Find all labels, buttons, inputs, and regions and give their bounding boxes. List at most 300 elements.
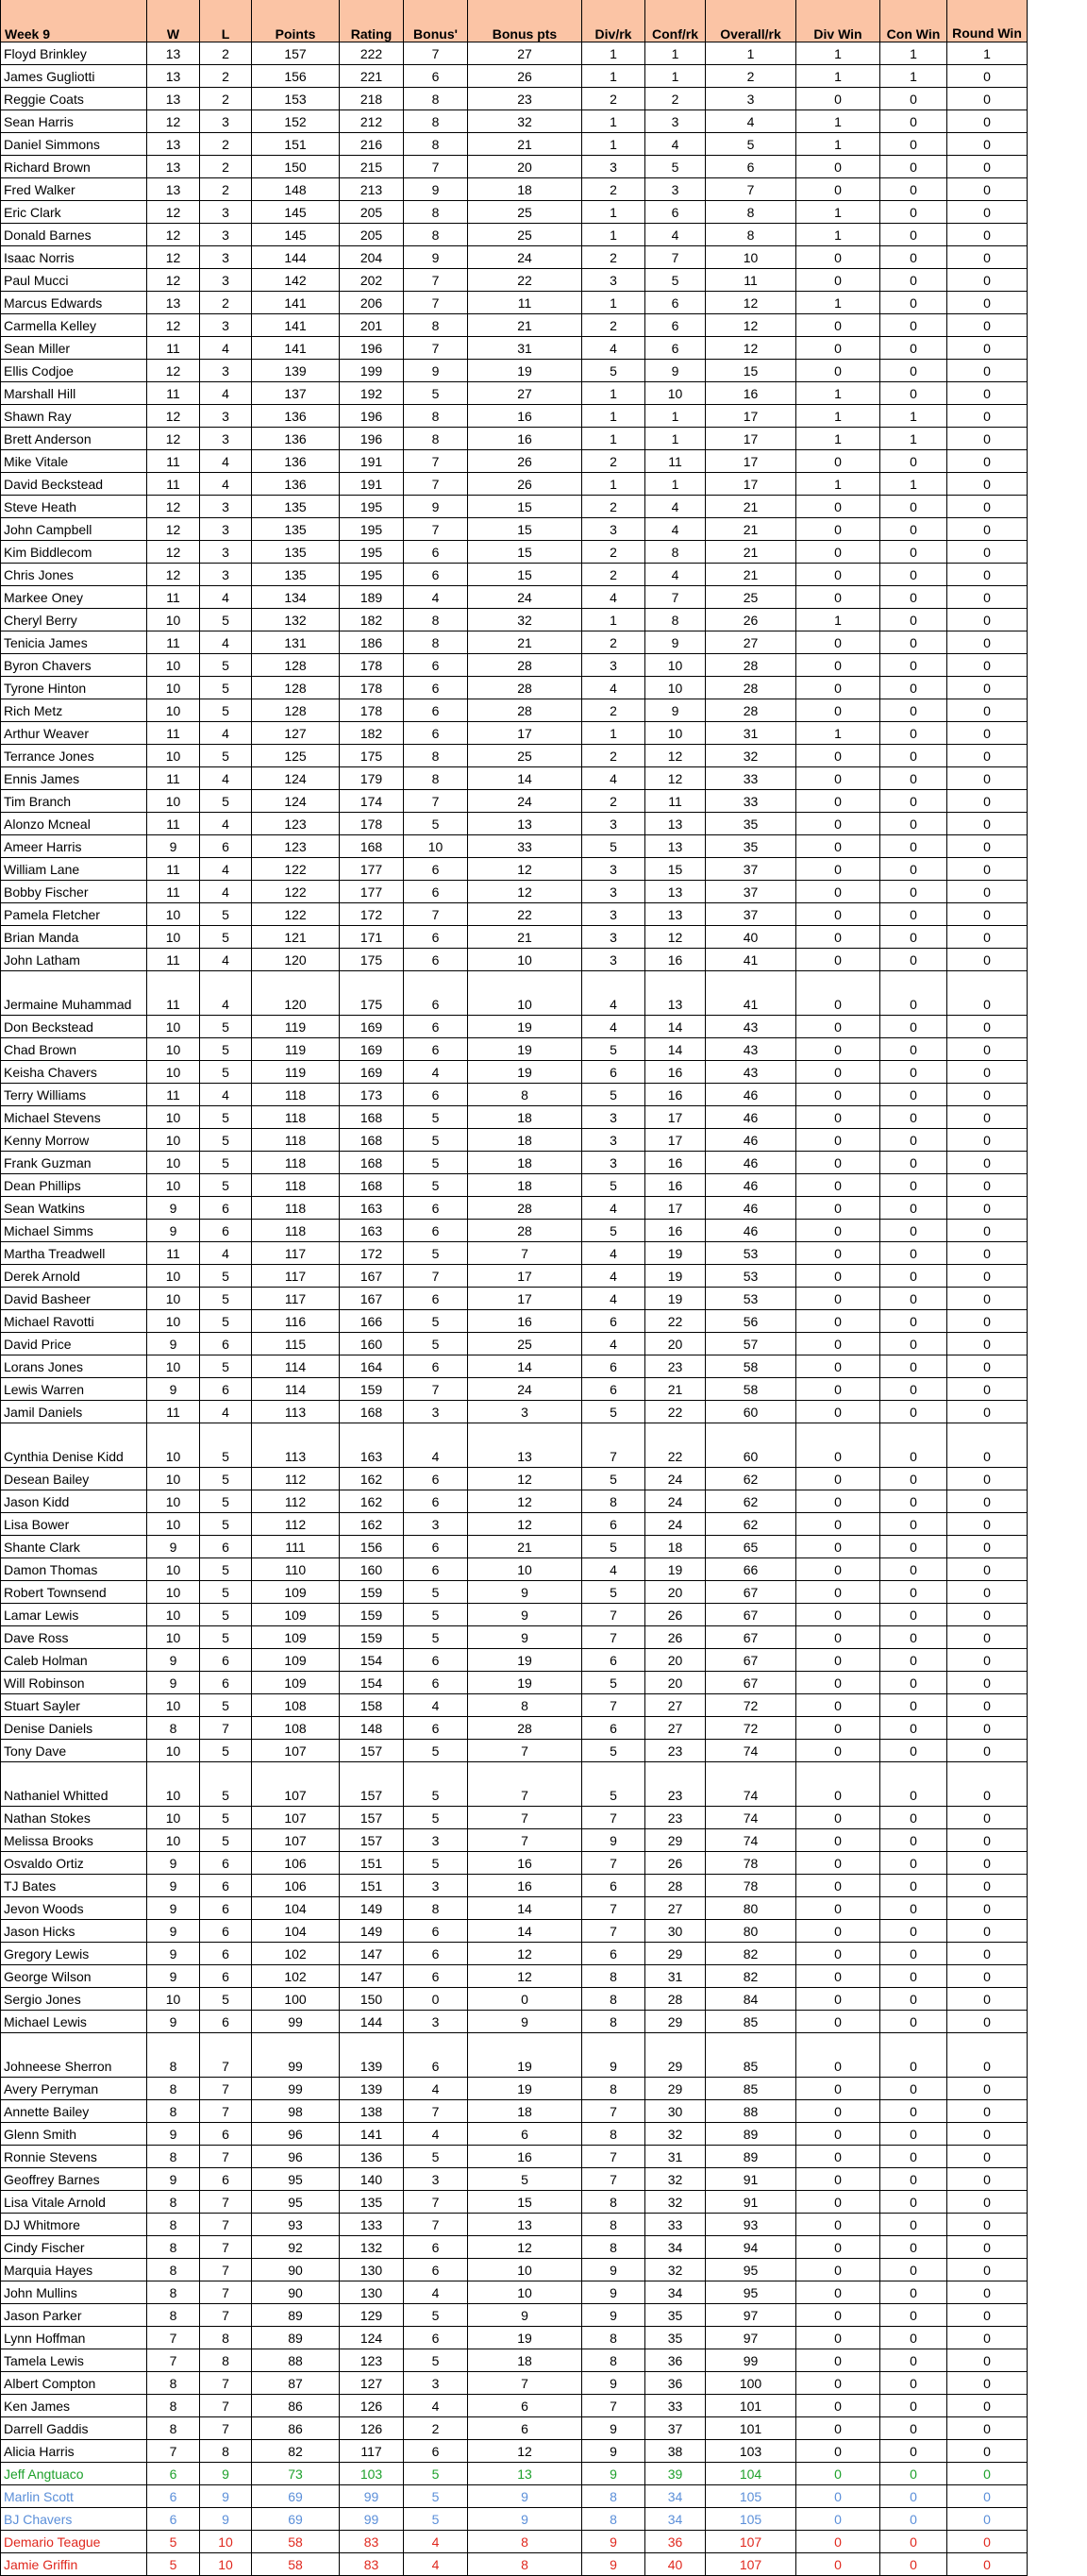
table-row (1, 473, 1028, 496)
overall-rank-cell: 8 (706, 224, 796, 246)
points-cell: 150 (252, 156, 340, 178)
overall-rank-cell: 53 (706, 1265, 796, 1288)
wins-cell: 12 (147, 496, 200, 518)
div-rank-cell: 1 (582, 65, 645, 88)
player-name-cell: Shawn Ray (1, 405, 147, 428)
bonus-cell: 8 (404, 224, 468, 246)
con-win-cell: 0 (880, 292, 947, 314)
points-cell: 145 (252, 201, 340, 224)
div-win-cell: 0 (796, 1626, 880, 1649)
con-win-cell: 0 (880, 201, 947, 224)
div-win-cell: 0 (796, 1717, 880, 1740)
bonus-cell: 6 (404, 1920, 468, 1943)
bonus-pts-cell: 3 (468, 1401, 582, 1423)
bonus-pts-cell: 28 (468, 699, 582, 722)
bonus-cell: 5 (404, 1807, 468, 1829)
overall-rank-cell: 28 (706, 699, 796, 722)
conf-rank-cell: 29 (645, 1829, 706, 1852)
con-win-cell: 0 (880, 609, 947, 631)
losses-cell: 5 (200, 1016, 252, 1038)
conf-rank-cell: 16 (645, 949, 706, 971)
rating-cell: 135 (340, 2191, 404, 2214)
player-name-cell: Ameer Harris (1, 835, 147, 858)
wins-cell: 10 (147, 926, 200, 949)
div-win-cell: 1 (796, 428, 880, 450)
round-win-cell: 0 (947, 903, 1028, 926)
losses-cell: 6 (200, 2123, 252, 2146)
round-win-cell: 0 (947, 745, 1028, 767)
div-rank-cell: 7 (582, 2146, 645, 2168)
player-name-cell: Keisha Chavers (1, 1061, 147, 1084)
div-rank-cell: 6 (582, 1355, 645, 1378)
conf-rank-cell: 36 (645, 2372, 706, 2395)
losses-cell: 6 (200, 1220, 252, 1242)
bonus-cell: 8 (404, 314, 468, 337)
conf-rank-cell: 12 (645, 926, 706, 949)
round-win-cell: 0 (947, 926, 1028, 949)
wins-cell: 13 (147, 156, 200, 178)
overall-rank-cell: 31 (706, 722, 796, 745)
div-rank-cell: 5 (582, 1084, 645, 1106)
bonus-cell: 5 (404, 1581, 468, 1604)
div-rank-cell: 8 (582, 2327, 645, 2349)
round-win-cell: 0 (947, 1513, 1028, 1536)
div-win-cell: 0 (796, 1740, 880, 1762)
div-rank-cell: 6 (582, 1875, 645, 1897)
wins-cell: 8 (147, 2033, 200, 2078)
div-rank-cell: 5 (582, 1174, 645, 1197)
bonus-pts-cell: 17 (468, 1265, 582, 1288)
overall-rank-cell: 85 (706, 2011, 796, 2033)
bonus-pts-cell: 19 (468, 2327, 582, 2349)
overall-rank-cell: 91 (706, 2191, 796, 2214)
rating-cell: 169 (340, 1038, 404, 1061)
player-name-cell: Martha Treadwell (1, 1242, 147, 1265)
bonus-cell: 6 (404, 1220, 468, 1242)
losses-cell: 4 (200, 881, 252, 903)
rating-cell: 169 (340, 1016, 404, 1038)
rating-cell: 178 (340, 677, 404, 699)
overall-rank-cell: 6 (706, 156, 796, 178)
rating-cell: 151 (340, 1852, 404, 1875)
bonus-cell: 6 (404, 1943, 468, 1965)
losses-cell: 6 (200, 1897, 252, 1920)
points-cell: 98 (252, 2100, 340, 2123)
div-win-cell: 0 (796, 1762, 880, 1807)
table-row (1, 382, 1028, 405)
bonus-pts-cell: 19 (468, 1672, 582, 1694)
overall-rank-cell: 12 (706, 337, 796, 360)
overall-rank-cell: 33 (706, 790, 796, 813)
conf-rank-cell: 20 (645, 1333, 706, 1355)
losses-cell: 6 (200, 1920, 252, 1943)
rating-cell: 160 (340, 1333, 404, 1355)
conf-rank-cell: 14 (645, 1016, 706, 1038)
bonus-cell: 5 (404, 1740, 468, 1762)
player-name-cell: Dave Ross (1, 1626, 147, 1649)
player-name-cell: Tony Dave (1, 1740, 147, 1762)
rating-cell: 163 (340, 1197, 404, 1220)
rating-cell: 201 (340, 314, 404, 337)
round-win-cell: 0 (947, 767, 1028, 790)
losses-cell: 5 (200, 677, 252, 699)
table-row (1, 2100, 1028, 2123)
header-bonus: Bonus' (404, 0, 468, 42)
div-win-cell: 0 (796, 541, 880, 564)
losses-cell: 5 (200, 790, 252, 813)
overall-rank-cell: 80 (706, 1920, 796, 1943)
wins-cell: 9 (147, 1852, 200, 1875)
div-win-cell: 0 (796, 813, 880, 835)
table-row (1, 1468, 1028, 1490)
player-name-cell: Paul Mucci (1, 269, 147, 292)
rating-cell: 156 (340, 1536, 404, 1558)
table-row (1, 1490, 1028, 1513)
div-win-cell: 0 (796, 178, 880, 201)
bonus-cell: 6 (404, 926, 468, 949)
round-win-cell: 0 (947, 2327, 1028, 2349)
table-row (1, 2011, 1028, 2033)
points-cell: 90 (252, 2259, 340, 2281)
rating-cell: 168 (340, 1174, 404, 1197)
overall-rank-cell: 43 (706, 1061, 796, 1084)
conf-rank-cell: 13 (645, 813, 706, 835)
bonus-cell: 4 (404, 2553, 468, 2576)
points-cell: 141 (252, 292, 340, 314)
con-win-cell: 0 (880, 1694, 947, 1717)
con-win-cell: 0 (880, 1423, 947, 1468)
losses-cell: 7 (200, 2191, 252, 2214)
div-win-cell: 0 (796, 2123, 880, 2146)
player-name-cell: Stuart Sayler (1, 1694, 147, 1717)
div-rank-cell: 2 (582, 496, 645, 518)
table-row (1, 1988, 1028, 2011)
header-row (1, 0, 1028, 42)
bonus-pts-cell: 28 (468, 1197, 582, 1220)
div-rank-cell: 6 (582, 1061, 645, 1084)
con-win-cell: 0 (880, 1038, 947, 1061)
round-win-cell: 0 (947, 654, 1028, 677)
losses-cell: 4 (200, 1084, 252, 1106)
player-name-cell: Rich Metz (1, 699, 147, 722)
overall-rank-cell: 53 (706, 1288, 796, 1310)
losses-cell: 6 (200, 1852, 252, 1875)
bonus-cell: 8 (404, 767, 468, 790)
header-con-win: Con Win (880, 0, 947, 42)
bonus-pts-cell: 24 (468, 586, 582, 609)
div-win-cell: 0 (796, 2168, 880, 2191)
losses-cell: 3 (200, 269, 252, 292)
wins-cell: 8 (147, 2191, 200, 2214)
div-win-cell: 0 (796, 1852, 880, 1875)
points-cell: 137 (252, 382, 340, 405)
conf-rank-cell: 10 (645, 677, 706, 699)
player-name-cell: Ronnie Stevens (1, 2146, 147, 2168)
player-name-cell: Mike Vitale (1, 450, 147, 473)
conf-rank-cell: 33 (645, 2395, 706, 2417)
div-rank-cell: 3 (582, 269, 645, 292)
losses-cell: 4 (200, 813, 252, 835)
bonus-pts-cell: 7 (468, 1740, 582, 1762)
losses-cell: 6 (200, 1197, 252, 1220)
wins-cell: 9 (147, 1220, 200, 1242)
rating-cell: 191 (340, 450, 404, 473)
bonus-pts-cell: 14 (468, 1920, 582, 1943)
round-win-cell: 0 (947, 1152, 1028, 1174)
losses-cell: 4 (200, 337, 252, 360)
div-rank-cell: 2 (582, 88, 645, 110)
table-row (1, 2395, 1028, 2417)
div-rank-cell: 2 (582, 699, 645, 722)
bonus-cell: 7 (404, 156, 468, 178)
round-win-cell: 0 (947, 1333, 1028, 1355)
bonus-pts-cell: 16 (468, 2146, 582, 2168)
conf-rank-cell: 13 (645, 971, 706, 1016)
losses-cell: 8 (200, 2327, 252, 2349)
round-win-cell: 0 (947, 1558, 1028, 1581)
table-row (1, 1604, 1028, 1626)
div-win-cell: 0 (796, 858, 880, 881)
player-name-cell: Avery Perryman (1, 2078, 147, 2100)
bonus-cell: 6 (404, 1536, 468, 1558)
div-win-cell: 0 (796, 518, 880, 541)
points-cell: 119 (252, 1016, 340, 1038)
bonus-cell: 6 (404, 2236, 468, 2259)
div-win-cell: 0 (796, 88, 880, 110)
losses-cell: 9 (200, 2485, 252, 2508)
bonus-pts-cell: 12 (468, 1490, 582, 1513)
con-win-cell: 0 (880, 269, 947, 292)
overall-rank-cell: 103 (706, 2440, 796, 2463)
conf-rank-cell: 33 (645, 2214, 706, 2236)
table-row (1, 1242, 1028, 1265)
div-win-cell: 1 (796, 722, 880, 745)
con-win-cell: 0 (880, 631, 947, 654)
player-name-cell: Denise Daniels (1, 1717, 147, 1740)
bonus-pts-cell: 9 (468, 2011, 582, 2033)
player-name-cell: Ken James (1, 2395, 147, 2417)
con-win-cell: 0 (880, 2440, 947, 2463)
round-win-cell: 0 (947, 2236, 1028, 2259)
bonus-pts-cell: 14 (468, 1897, 582, 1920)
player-name-cell: Tamela Lewis (1, 2349, 147, 2372)
round-win-cell: 0 (947, 1378, 1028, 1401)
div-rank-cell: 5 (582, 1038, 645, 1061)
div-win-cell: 0 (796, 1536, 880, 1558)
table-row (1, 1717, 1028, 1740)
bonus-cell: 6 (404, 1717, 468, 1740)
player-name-cell: Jason Parker (1, 2304, 147, 2327)
wins-cell: 12 (147, 360, 200, 382)
rating-cell: 172 (340, 903, 404, 926)
overall-rank-cell: 62 (706, 1490, 796, 1513)
div-rank-cell: 1 (582, 428, 645, 450)
div-win-cell: 0 (796, 1333, 880, 1355)
con-win-cell: 0 (880, 360, 947, 382)
rating-cell: 206 (340, 292, 404, 314)
losses-cell: 5 (200, 1355, 252, 1378)
table-row (1, 1513, 1028, 1536)
div-win-cell: 0 (796, 1242, 880, 1265)
table-row (1, 1740, 1028, 1762)
table-row (1, 2440, 1028, 2463)
points-cell: 109 (252, 1672, 340, 1694)
bonus-cell: 7 (404, 903, 468, 926)
div-win-cell: 0 (796, 1378, 880, 1401)
points-cell: 109 (252, 1581, 340, 1604)
con-win-cell: 0 (880, 1740, 947, 1762)
con-win-cell: 0 (880, 2236, 947, 2259)
overall-rank-cell: 67 (706, 1604, 796, 1626)
table-row (1, 564, 1028, 586)
round-win-cell: 0 (947, 541, 1028, 564)
div-win-cell: 1 (796, 292, 880, 314)
player-name-cell: Lynn Hoffman (1, 2327, 147, 2349)
rating-cell: 157 (340, 1829, 404, 1852)
bonus-pts-cell: 16 (468, 405, 582, 428)
points-cell: 151 (252, 133, 340, 156)
losses-cell: 5 (200, 1038, 252, 1061)
conf-rank-cell: 4 (645, 564, 706, 586)
overall-rank-cell: 67 (706, 1672, 796, 1694)
player-name-cell: David Basheer (1, 1288, 147, 1310)
bonus-cell: 6 (404, 1197, 468, 1220)
points-cell: 123 (252, 835, 340, 858)
table-row (1, 767, 1028, 790)
div-rank-cell: 5 (582, 1762, 645, 1807)
overall-rank-cell: 91 (706, 2168, 796, 2191)
overall-rank-cell: 94 (706, 2236, 796, 2259)
losses-cell: 5 (200, 1807, 252, 1829)
points-cell: 119 (252, 1061, 340, 1084)
div-rank-cell: 8 (582, 2349, 645, 2372)
bonus-pts-cell: 24 (468, 790, 582, 813)
bonus-cell: 9 (404, 178, 468, 201)
points-cell: 148 (252, 178, 340, 201)
rating-cell: 160 (340, 1558, 404, 1581)
div-rank-cell: 7 (582, 1694, 645, 1717)
div-win-cell: 0 (796, 699, 880, 722)
player-name-cell: Desean Bailey (1, 1468, 147, 1490)
losses-cell: 5 (200, 1310, 252, 1333)
wins-cell: 10 (147, 1106, 200, 1129)
div-win-cell: 0 (796, 2191, 880, 2214)
wins-cell: 11 (147, 971, 200, 1016)
con-win-cell: 0 (880, 1875, 947, 1897)
bonus-cell: 3 (404, 1401, 468, 1423)
overall-rank-cell: 82 (706, 1965, 796, 1988)
div-rank-cell: 5 (582, 1581, 645, 1604)
div-rank-cell: 1 (582, 609, 645, 631)
round-win-cell: 0 (947, 156, 1028, 178)
div-rank-cell: 1 (582, 42, 645, 65)
bonus-pts-cell: 10 (468, 1558, 582, 1581)
table-row (1, 609, 1028, 631)
player-name-cell: Floyd Brinkley (1, 42, 147, 65)
conf-rank-cell: 13 (645, 881, 706, 903)
bonus-pts-cell: 9 (468, 2485, 582, 2508)
round-win-cell: 0 (947, 88, 1028, 110)
overall-rank-cell: 72 (706, 1694, 796, 1717)
round-win-cell: 0 (947, 1965, 1028, 1988)
div-rank-cell: 9 (582, 2033, 645, 2078)
points-cell: 104 (252, 1920, 340, 1943)
bonus-pts-cell: 9 (468, 1581, 582, 1604)
div-rank-cell: 5 (582, 1220, 645, 1242)
losses-cell: 5 (200, 1829, 252, 1852)
header-losses: L (200, 0, 252, 42)
conf-rank-cell: 15 (645, 858, 706, 881)
header-wins: W (147, 0, 200, 42)
div-rank-cell: 2 (582, 745, 645, 767)
wins-cell: 8 (147, 2259, 200, 2281)
div-win-cell: 0 (796, 1829, 880, 1852)
round-win-cell: 0 (947, 1242, 1028, 1265)
points-cell: 117 (252, 1265, 340, 1288)
losses-cell: 5 (200, 1468, 252, 1490)
bonus-cell: 2 (404, 2417, 468, 2440)
conf-rank-cell: 26 (645, 1604, 706, 1626)
con-win-cell: 0 (880, 903, 947, 926)
round-win-cell: 0 (947, 2304, 1028, 2327)
div-rank-cell: 6 (582, 1513, 645, 1536)
div-win-cell: 0 (796, 1965, 880, 1988)
div-rank-cell: 5 (582, 1401, 645, 1423)
div-win-cell: 1 (796, 224, 880, 246)
points-cell: 118 (252, 1129, 340, 1152)
losses-cell: 5 (200, 1106, 252, 1129)
bonus-pts-cell: 26 (468, 450, 582, 473)
div-win-cell: 0 (796, 156, 880, 178)
con-win-cell: 0 (880, 699, 947, 722)
header-div-win: Div Win (796, 0, 880, 42)
con-win-cell: 0 (880, 813, 947, 835)
table-row (1, 1038, 1028, 1061)
player-name-cell: Marquia Hayes (1, 2259, 147, 2281)
bonus-pts-cell: 17 (468, 722, 582, 745)
losses-cell: 6 (200, 2168, 252, 2191)
conf-rank-cell: 10 (645, 722, 706, 745)
conf-rank-cell: 6 (645, 337, 706, 360)
round-win-cell: 0 (947, 314, 1028, 337)
round-win-cell: 0 (947, 1875, 1028, 1897)
points-cell: 112 (252, 1513, 340, 1536)
points-cell: 132 (252, 609, 340, 631)
table-row (1, 1401, 1028, 1423)
overall-rank-cell: 60 (706, 1401, 796, 1423)
div-rank-cell: 6 (582, 1649, 645, 1672)
player-name-cell: John Mullins (1, 2281, 147, 2304)
table-row (1, 2531, 1028, 2553)
round-win-cell: 0 (947, 1762, 1028, 1807)
div-rank-cell: 2 (582, 314, 645, 337)
losses-cell: 4 (200, 473, 252, 496)
losses-cell: 6 (200, 1536, 252, 1558)
table-row (1, 1423, 1028, 1468)
conf-rank-cell: 32 (645, 2168, 706, 2191)
losses-cell: 6 (200, 835, 252, 858)
div-rank-cell: 1 (582, 292, 645, 314)
table-row (1, 881, 1028, 903)
losses-cell: 8 (200, 2440, 252, 2463)
rating-cell: 99 (340, 2508, 404, 2531)
table-row (1, 1852, 1028, 1875)
div-rank-cell: 9 (582, 2417, 645, 2440)
table-row (1, 835, 1028, 858)
player-name-cell: Darrell Gaddis (1, 2417, 147, 2440)
conf-rank-cell: 16 (645, 1061, 706, 1084)
overall-rank-cell: 3 (706, 88, 796, 110)
